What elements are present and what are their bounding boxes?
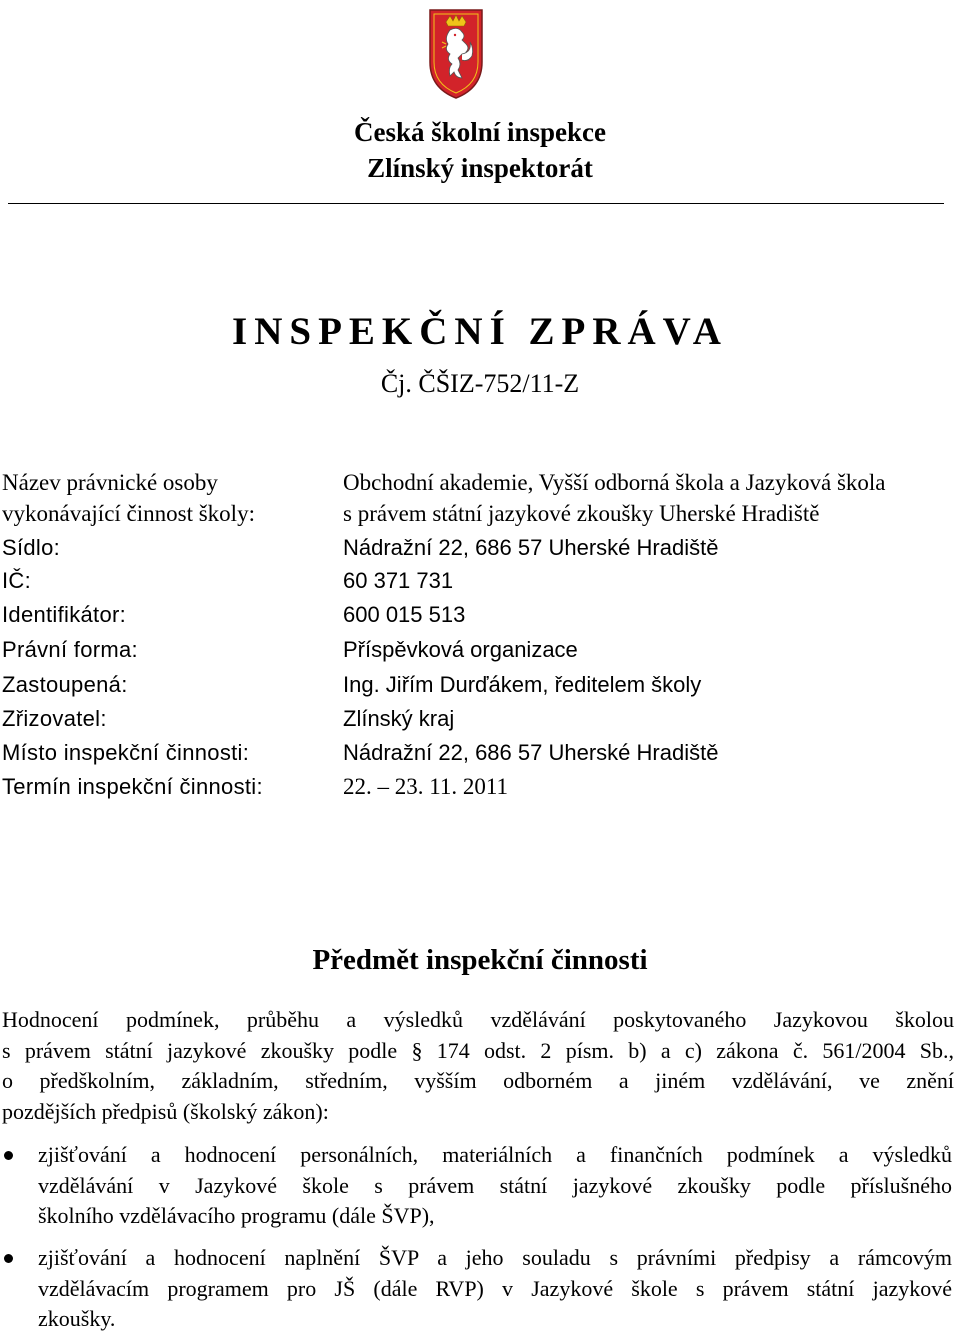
seat-label: Sídlo: [2, 535, 61, 560]
intro-line: Hodnocení podmínek, průběhu a výsledků vzdělávání poskytovaného Jazykovou školou [2, 1007, 954, 1032]
bullet-line: vzdělávání v Jazykové škole s právem státní jazykové zkoušky podle příslušného [38, 1172, 952, 1198]
name-value-line2: s právem státní jazykové zkoušky Uherské Hradiště [343, 501, 820, 526]
represented-label: Zastoupená: [2, 672, 128, 697]
legal-form-label: Právní forma: [2, 637, 138, 662]
intro-line: pozdějších předpisů (školský zákon): [2, 1098, 329, 1124]
authority-name: Česká školní inspekce [353, 117, 607, 147]
intro-line: o předškolním, základním, středním, vyšším odborném a jiném vzdělávání, ve znění [2, 1068, 954, 1093]
name-value-line1: Obchodní akademie, Vyšší odborná škola a Jazyková škola [343, 470, 886, 495]
authority-region: Zlínský inspektorát [367, 153, 593, 183]
ic-value: 60 371 731 [343, 568, 454, 593]
name-label-line1: Název právnické osoby [2, 470, 218, 495]
bullet-text [38, 1140, 952, 1232]
intro-line: s právem státní jazykové zkoušky podle § 174 odst. 2 písm. b) a c) zákona č. 561/2004 Sb., [2, 1037, 954, 1063]
bullet-line: vzdělávacím programem pro JŠ (dále RVP) v Jazykové škole s právem státní jazykové [38, 1275, 952, 1301]
place-label: Místo inspekční činnosti: [2, 740, 250, 765]
czech-coat-of-arms-icon [428, 8, 484, 100]
seat-value: Nádražní 22, 686 57 Uherské Hradiště [343, 535, 719, 560]
founder-value: Zlínský kraj [343, 706, 455, 731]
document-title: INSPEKČNÍ ZPRÁVA [232, 310, 728, 353]
ic-label: IČ: [2, 568, 32, 593]
authority-block [0, 114, 960, 186]
header-divider [8, 203, 944, 204]
identifier-label: Identifikátor: [2, 602, 127, 627]
bullet-line: zkoušky. [38, 1306, 116, 1331]
bullet-dot-icon [4, 1254, 13, 1263]
founder-label: Zřizovatel: [2, 706, 107, 731]
bullet-text [38, 1243, 952, 1335]
place-value: Nádražní 22, 686 57 Uherské Hradiště [343, 740, 719, 765]
bullet-line: školního vzdělávacího programu (dále ŠVP), [38, 1203, 435, 1228]
name-label-line2: vykonávající činnost školy: [2, 501, 255, 526]
bullet-line: zjišťování a hodnocení personálních, materiálních a finančních podmínek a výsledků [38, 1142, 952, 1167]
represented-value: Ing. Jiřím Durďákem, ředitelem školy [343, 672, 702, 697]
subject-intro [2, 1005, 954, 1127]
bullet-line: zjišťování a hodnocení naplnění ŠVP a jeho souladu s právními předpisy a rámcovým [38, 1245, 952, 1270]
identifier-value: 600 015 513 [343, 602, 466, 627]
term-label: Termín inspekční činnosti: [2, 774, 263, 799]
subject-heading: Předmět inspekční činnosti [312, 944, 648, 976]
bullet-dot-icon [4, 1151, 13, 1160]
legal-form-value: Příspěvková organizace [343, 637, 578, 662]
term-value: 22. – 23. 11. 2011 [343, 774, 509, 799]
reference-number: Čj. ČŠIZ-752/11-Z [380, 369, 580, 398]
